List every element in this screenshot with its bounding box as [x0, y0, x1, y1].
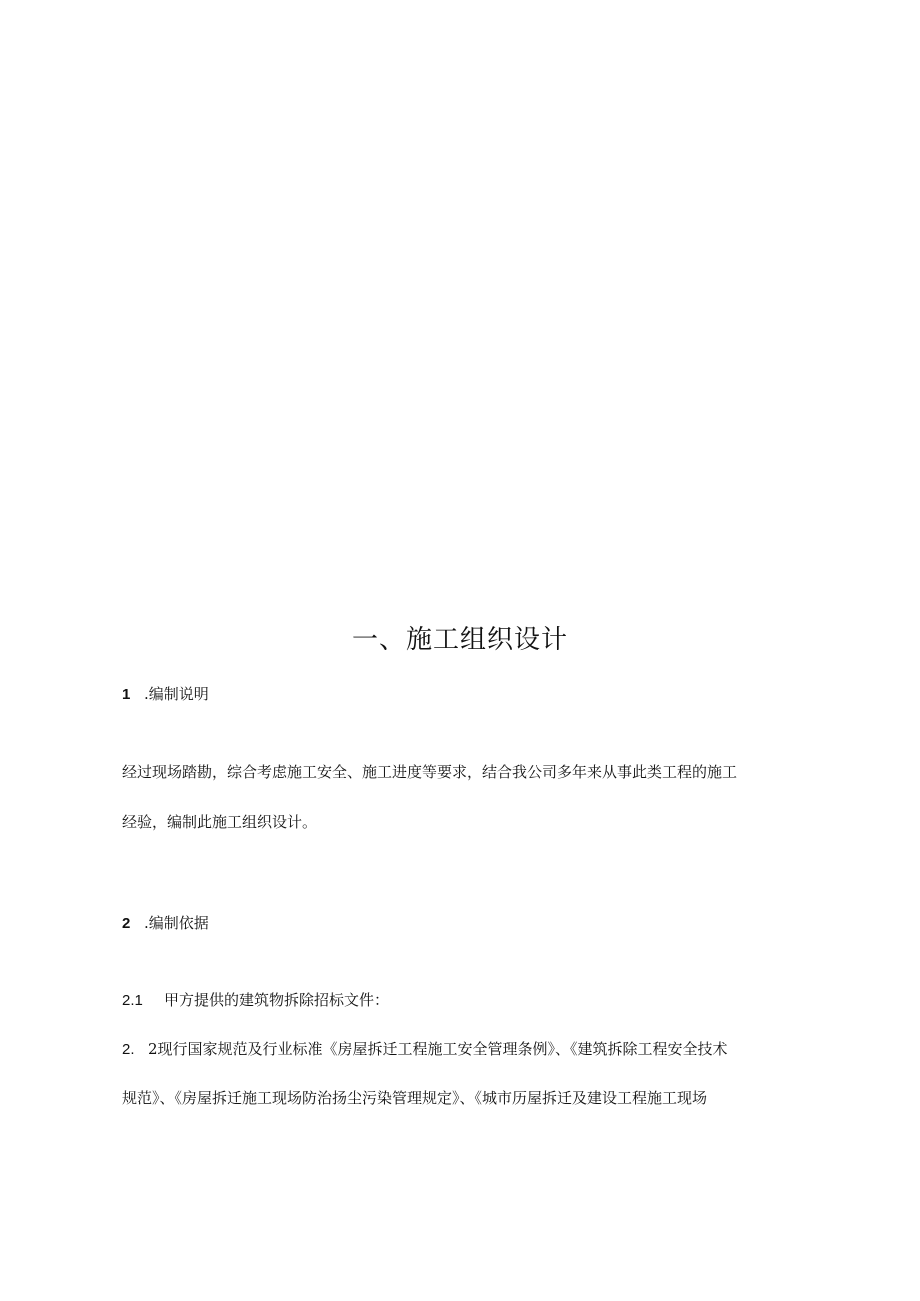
item-text: 甲方提供的建筑物拆除招标文件： [164, 991, 390, 1009]
section-number: 1 [122, 686, 131, 703]
item-text: 2现行国家规范及行业标准《房屋拆迁工程施工安全管理条例》、《建筑拆除工程安全技术 [148, 1040, 728, 1058]
list-item [122, 1037, 822, 1062]
section-label: .编制说明 [144, 685, 209, 703]
paragraph-line: 经验，编制此施工组织设计。 [122, 813, 318, 831]
section-heading-2 [122, 911, 209, 936]
item-number: 2. [122, 1041, 135, 1058]
item-number: 2.1 [122, 992, 143, 1009]
section-number: 2 [122, 915, 131, 932]
document-title: 一、施工组织设计 [351, 625, 568, 655]
section-heading-1 [122, 682, 209, 707]
paragraph-line: 规范》、《房屋拆迁施工现场防治扬尘污染管理规定》、《城市历屋拆迁及建设工程施工现场 [122, 1089, 708, 1107]
section-label: .编制依据 [144, 914, 209, 932]
paragraph-line: 经过现场踏勘，综合考虑施工安全、施工进度等要求，结合我公司多年来从事此类工程的施工 [122, 763, 738, 781]
list-item [122, 988, 822, 1013]
